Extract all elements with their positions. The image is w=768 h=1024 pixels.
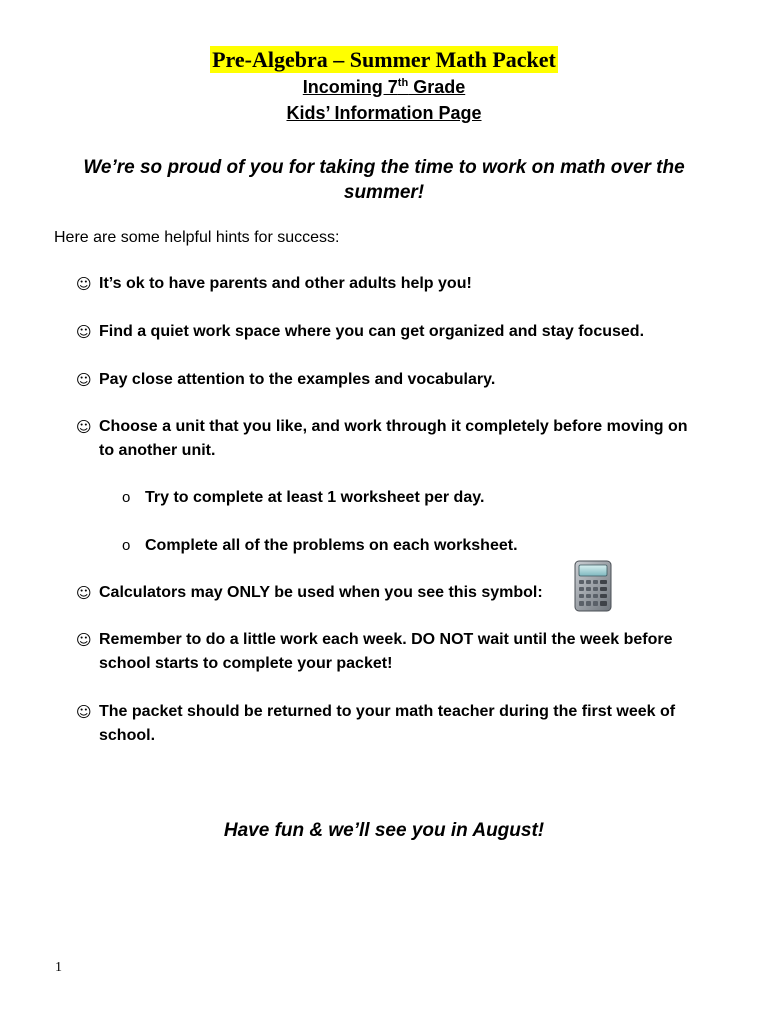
circle-bullet-icon: o <box>122 537 131 554</box>
smiley-icon: ☺ <box>76 323 92 341</box>
hint-item <box>76 700 716 748</box>
hint-item <box>76 368 716 392</box>
hint-item <box>76 272 716 296</box>
hint-text-line-2: school. <box>99 727 156 744</box>
smiley-icon: ☺ <box>76 703 92 721</box>
hint-text: It’s ok to have parents and other adults help you! <box>99 275 472 292</box>
hint-text <box>76 628 716 676</box>
hints-intro: Here are some helpful hints for success: <box>54 229 340 246</box>
proud-line-2: summer! <box>343 182 425 203</box>
smiley-icon: ☺ <box>76 418 92 436</box>
sub-hint-text: Try to complete at least 1 worksheet per day. <box>145 489 485 506</box>
hint-item <box>76 415 716 463</box>
hint-text-line-2: to another unit. <box>99 442 216 459</box>
grade-prefix: Incoming 7 <box>302 77 398 97</box>
smiley-icon: ☺ <box>76 275 92 293</box>
smiley-icon: ☺ <box>76 631 92 649</box>
packet-title: Pre-Algebra – Summer Math Packet <box>212 47 556 72</box>
sub-hint-text: Complete all of the problems on each worksheet. <box>145 537 518 554</box>
hint-text-line-2: school starts to complete your packet! <box>99 655 393 672</box>
proud-message <box>70 155 698 205</box>
info-page-subtitle: Kids’ Information Page <box>286 103 482 123</box>
hint-text: Calculators may ONLY be used when you see this symbol: <box>99 584 543 601</box>
sub-hint-item <box>122 486 682 510</box>
smiley-icon: ☺ <box>76 371 92 389</box>
hint-item <box>76 628 716 676</box>
closing-message: Have fun & we’ll see you in August! <box>223 820 545 841</box>
hint-item <box>76 581 716 605</box>
hint-item <box>76 320 716 344</box>
hint-text: Pay close attention to the examples and vocabulary. <box>99 371 496 388</box>
hint-text <box>76 700 716 748</box>
hint-text-line-1: Choose a unit that you like, and work through it completely before moving on <box>99 418 688 435</box>
sub-hint-item <box>122 534 682 558</box>
hint-text <box>76 415 716 463</box>
grade-superscript: th <box>397 77 409 89</box>
circle-bullet-icon: o <box>122 489 131 506</box>
hint-text: Find a quiet work space where you can get organized and stay focused. <box>99 323 645 340</box>
title-wrap <box>0 46 768 73</box>
proud-line-1: We’re so proud of you for taking the time to work on math over the <box>83 157 685 178</box>
hint-text-line-1: The packet should be returned to your math teacher during the first week of <box>99 703 676 720</box>
page-number: 1 <box>55 960 62 975</box>
smiley-icon: ☺ <box>76 584 92 602</box>
calculator-icon <box>574 560 612 612</box>
grade-suffix: Grade <box>408 77 466 97</box>
hint-text-line-1: Remember to do a little work each week. DO NOT wait until the week before <box>99 631 673 648</box>
grade-subtitle <box>0 76 768 98</box>
